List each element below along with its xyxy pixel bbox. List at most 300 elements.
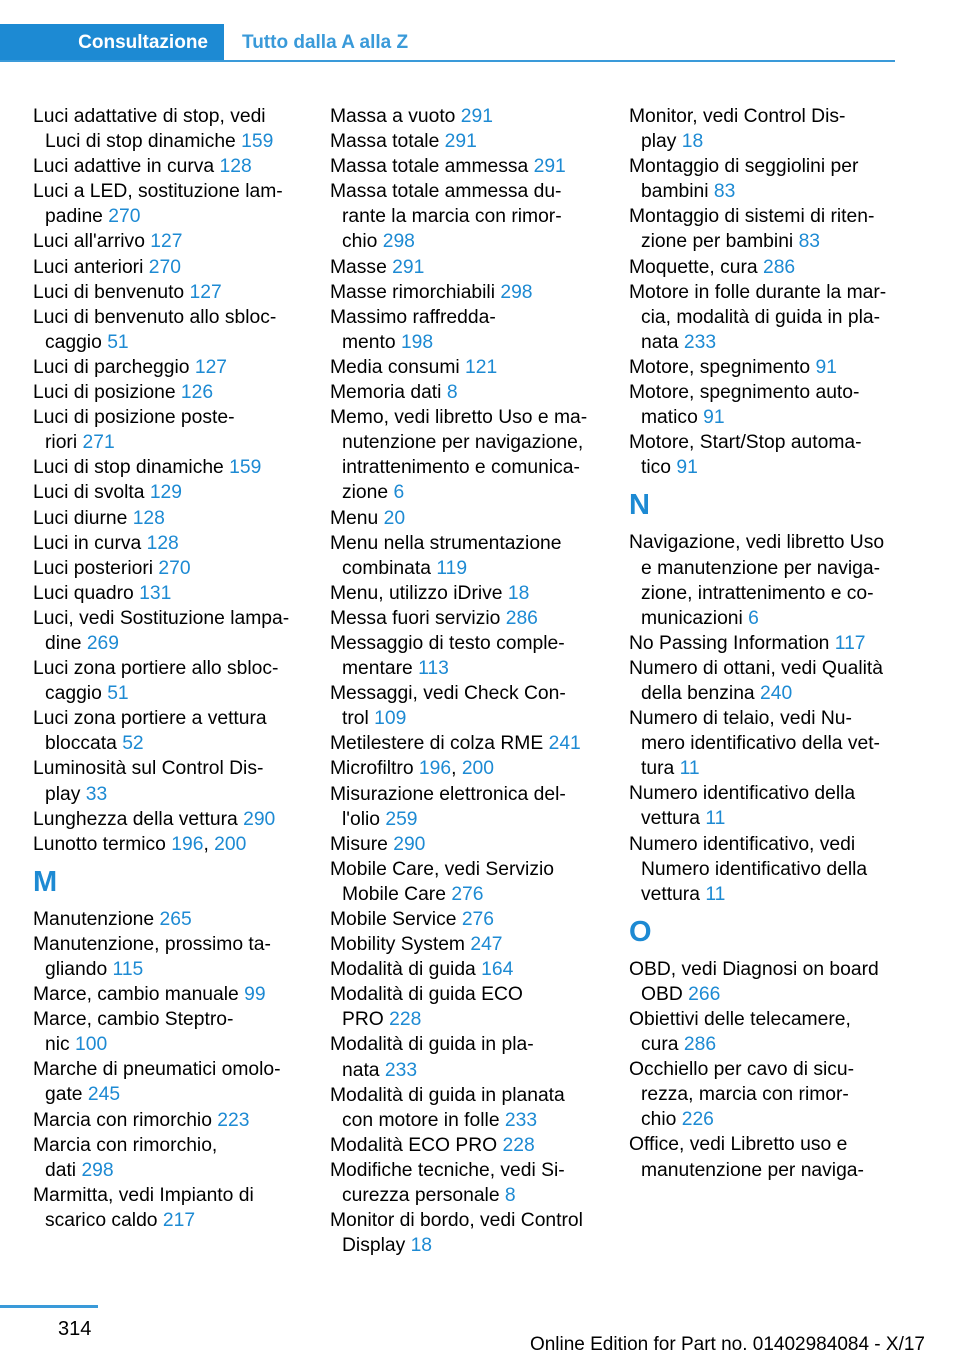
index-entry — [629, 1057, 901, 1132]
index-entry — [33, 179, 305, 229]
index-entry — [629, 631, 901, 656]
section-tab-tutto-dalla-a-alla-z[interactable] — [242, 24, 408, 62]
entry-text: Marce, cambio Steptro- — [33, 1009, 234, 1031]
entry-text: cia, modalità di guida in pla- — [641, 306, 881, 328]
page-reference-link[interactable]: 286 — [762, 256, 796, 278]
page-reference-link[interactable]: 271 — [82, 432, 115, 454]
index-entry — [330, 104, 602, 129]
entry-text: Manutenzione, prossimo ta- — [33, 933, 271, 955]
entry-text: Obiettivi delle telecamere, — [629, 1009, 851, 1030]
page-reference-link[interactable]: 298 — [500, 281, 533, 303]
index-entry — [330, 179, 602, 254]
entry-text: Modalità di guida in planata — [330, 1084, 565, 1106]
entry-text: Mobility System — [330, 934, 471, 956]
entry-text: Numero identificativo della — [629, 783, 856, 805]
page-reference-link[interactable]: 83 — [798, 231, 821, 253]
entry-text: vettura — [641, 808, 706, 830]
page-reference-link[interactable]: 259 — [385, 808, 418, 830]
page-reference-link[interactable]: 129 — [149, 482, 182, 504]
index-entry — [33, 480, 305, 505]
entry-text: Moquette, cura — [629, 256, 763, 278]
entry-text: Monitor di bordo, vedi Control — [330, 1210, 583, 1232]
index-entry — [330, 154, 602, 179]
entry-text: rante la marcia con rimor- — [342, 206, 562, 228]
section-tab-consultazione[interactable] — [0, 24, 224, 62]
page-reference-link[interactable]: 127 — [194, 356, 228, 378]
index-entry — [33, 932, 305, 982]
entry-text: gate — [45, 1084, 88, 1106]
entry-text: municazioni — [641, 607, 749, 629]
page-number: 314 — [58, 1318, 92, 1340]
entry-text: Luminosità sul Control Dis- — [33, 758, 264, 780]
entry-text: Masse rimorchiabili — [330, 281, 501, 303]
index-entry — [330, 832, 602, 857]
entry-text: Occhiello per cavo di sicu- — [629, 1059, 855, 1081]
entry-text: Manutenzione — [33, 908, 160, 930]
index-entry — [330, 606, 602, 631]
index-entry — [629, 832, 901, 907]
entry-text: riori — [45, 432, 83, 454]
entry-text: play — [45, 783, 86, 805]
index-entry: Microfiltro 196, 200 — [330, 758, 494, 780]
index-entry — [629, 430, 901, 480]
entry-text: Monitor, vedi Control Dis- — [629, 106, 846, 127]
index-entry — [629, 530, 901, 630]
entry-text: manutenzione per naviga- — [641, 1159, 864, 1181]
page-reference-link[interactable]: 241 — [548, 733, 581, 755]
entry-text: zione per bambini — [641, 231, 799, 253]
page-reference-link[interactable]: 18 — [410, 1235, 433, 1257]
index-entry: Lunotto termico 196, 200 — [33, 833, 247, 855]
entry-text: Marmitta, vedi Impianto di — [33, 1184, 254, 1206]
index-entry — [33, 506, 305, 531]
index-entry — [330, 1032, 602, 1082]
index-entry — [629, 781, 901, 831]
entry-text: play — [641, 131, 682, 153]
page-reference-link[interactable]: 131 — [139, 582, 172, 604]
page-reference-link[interactable]: 6 — [393, 482, 405, 504]
index-entry — [629, 380, 901, 430]
entry-text: Messa fuori servizio — [330, 607, 506, 629]
index-entry — [33, 656, 305, 706]
page-reference-link[interactable]: 33 — [85, 783, 108, 805]
entry-text: mento — [342, 331, 401, 353]
page-reference-link[interactable]: 266 — [688, 983, 721, 1005]
index-entry — [629, 957, 901, 1007]
header-divider — [0, 60, 895, 62]
entry-text: Modalità di guida in pla- — [330, 1034, 534, 1056]
index-entry — [33, 706, 305, 756]
entry-text: Luci a LED, sostituzione lam- — [33, 181, 283, 203]
index-entry — [629, 706, 901, 781]
entry-text: Numero identificativo, vedi — [629, 833, 856, 855]
entry-text: Motore, Start/Stop automa- — [629, 432, 862, 454]
page-reference-link[interactable]: 291 — [444, 131, 477, 153]
page-number-rule — [0, 1305, 98, 1308]
entry-text: Modalità di guida ECO — [330, 984, 523, 1006]
page-reference-link[interactable]: 200 — [214, 833, 247, 855]
index-letter-n: N — [629, 489, 650, 522]
entry-text: Mobile Care — [342, 883, 452, 905]
page-reference-link[interactable]: 51 — [107, 331, 129, 353]
page-reference-link[interactable]: 6 — [748, 607, 759, 629]
page-reference-link[interactable]: 115 — [112, 959, 144, 980]
page-reference-link[interactable]: 276 — [461, 909, 494, 930]
entry-text: No Passing Information — [629, 632, 835, 654]
entry-text: Memoria dati — [330, 382, 447, 404]
entry-text: Luci adattive in curva — [33, 156, 220, 178]
index-entry — [33, 380, 305, 405]
entry-text: nata — [342, 1059, 385, 1081]
index-entry — [330, 129, 602, 154]
index-entry — [33, 455, 305, 480]
index-entry — [33, 355, 305, 380]
entry-text: Luci di benvenuto — [33, 281, 190, 303]
entry-text: trol — [342, 708, 375, 730]
page-reference-link[interactable]: 270 — [158, 557, 191, 579]
entry-text: Luci diurne — [33, 507, 133, 529]
entry-text: Luci, vedi Sostituzione lampa- — [33, 607, 290, 629]
index-entry — [33, 1133, 305, 1183]
page-reference-link[interactable]: 18 — [507, 582, 530, 604]
index-entry — [33, 280, 305, 305]
page-reference-link[interactable]: 233 — [504, 1109, 538, 1131]
page-reference-link[interactable]: 233 — [384, 1059, 418, 1081]
watermark-text — [755, 1336, 940, 1357]
page-reference-link[interactable]: 286 — [683, 1034, 717, 1056]
entry-text: Messaggio di testo comple- — [330, 632, 565, 654]
index-entry — [629, 104, 901, 154]
index-column-2 — [330, 104, 602, 1258]
entry-text: Montaggio di sistemi di riten- — [629, 206, 875, 228]
entry-text: Mobile Service — [330, 909, 462, 930]
entry-text: vettura — [641, 883, 706, 905]
entry-text: Massa totale ammessa du- — [330, 181, 562, 203]
index-entry — [330, 1133, 602, 1158]
page-reference-link[interactable]: 298 — [382, 231, 415, 253]
index-entry — [33, 1183, 305, 1233]
page-reference-link[interactable]: 228 — [502, 1134, 535, 1156]
index-column-3 — [629, 104, 901, 1183]
index-entry — [33, 606, 305, 656]
entry-text: Media consumi — [330, 356, 466, 378]
entry-text: Luci zona portiere a vettura — [33, 708, 267, 730]
entry-text: Luci di svolta — [33, 482, 150, 504]
entry-text: caggio — [45, 331, 108, 353]
entry-text: Marcia con rimorchio — [33, 1109, 218, 1131]
entry-text: Luci all'arrivo — [33, 231, 151, 253]
section-tab-label: Tutto dalla A alla Z — [242, 32, 409, 53]
entry-text: OBD, vedi Diagnosi on board — [629, 958, 879, 980]
entry-text: Motore, spegnimento — [629, 356, 816, 378]
index-entry — [629, 1132, 901, 1182]
entry-text: Massa a vuoto — [330, 106, 461, 127]
page-reference-link[interactable]: 270 — [108, 206, 141, 228]
page-reference-link[interactable]: 159 — [241, 131, 274, 153]
index-entry — [629, 255, 901, 280]
page-reference-link[interactable]: 298 — [81, 1159, 114, 1181]
index-entry — [33, 907, 305, 932]
page-reference-link[interactable]: 196 — [171, 833, 204, 855]
page-reference-link[interactable]: 8 — [504, 1185, 516, 1207]
page-reference-link[interactable]: 223 — [217, 1109, 250, 1131]
entry-text: Navigazione, vedi libretto Uso — [629, 532, 885, 554]
entry-text: Numero di telaio, vedi Nu- — [629, 708, 852, 730]
index-entry — [330, 907, 602, 932]
index-column-1 — [33, 104, 305, 1233]
entry-text: Marcia con rimorchio, — [33, 1134, 218, 1156]
index-entry — [330, 380, 602, 405]
entry-text: Numero di ottani, vedi Qualità — [629, 657, 883, 679]
page-reference-link[interactable]: 8 — [446, 382, 458, 404]
page-reference-link[interactable]: 265 — [159, 908, 192, 930]
index-entry — [33, 807, 305, 832]
entry-text: Motore, spegnimento auto- — [629, 382, 860, 404]
page-reference-link[interactable]: 128 — [146, 532, 179, 554]
index-entry — [629, 280, 901, 355]
index-entry — [330, 731, 602, 756]
entry-text: Messaggi, vedi Check Con- — [330, 683, 566, 705]
page-reference-link[interactable]: 286 — [505, 607, 538, 629]
page-reference-link[interactable]: 164 — [481, 959, 514, 981]
entry-text: Motore in folle durante la mar- — [629, 281, 887, 303]
page-reference-link[interactable]: 290 — [393, 833, 426, 855]
index-entry — [33, 531, 305, 556]
page-reference-link[interactable]: 52 — [122, 733, 144, 755]
page-reference-link[interactable]: 121 — [465, 356, 498, 378]
entry-text: Mobile Care, vedi Servizio — [330, 858, 554, 880]
page-reference-link[interactable]: 127 — [189, 281, 222, 303]
entry-text: gliando — [45, 959, 113, 980]
page-reference-link[interactable]: 126 — [180, 382, 214, 404]
page-reference-link[interactable]: 127 — [150, 231, 183, 253]
page-reference-link[interactable]: 217 — [162, 1209, 196, 1231]
index-entry — [33, 581, 305, 606]
edition-text: Online Edition for Part no. 01402984084 - X/17 — [529, 1334, 925, 1355]
entry-text: Modalità di guida — [330, 959, 482, 981]
entry-text: Luci quadro — [33, 582, 140, 604]
entry-text: Menu, utilizzo iDrive — [330, 582, 508, 604]
index-entry — [33, 982, 305, 1007]
page-reference-link[interactable]: 20 — [383, 507, 406, 529]
page-reference-link[interactable]: 233 — [683, 331, 717, 353]
page-reference-link[interactable]: 11 — [705, 883, 726, 905]
entry-text: combinata — [342, 557, 437, 579]
entry-text: zione — [342, 482, 394, 504]
entry-text: Luci di stop dinamiche — [45, 131, 242, 153]
entry-text: Office, vedi Libretto uso e — [629, 1134, 848, 1156]
section-tab-label: Consultazione — [78, 32, 208, 53]
entry-text: OBD — [641, 983, 689, 1005]
index-entry — [33, 154, 305, 179]
page-reference-link[interactable]: 276 — [451, 883, 484, 905]
index-entry — [330, 782, 602, 832]
entry-text: Montaggio di seggiolini per — [629, 156, 859, 178]
page-reference-link[interactable]: 128 — [219, 156, 252, 178]
entry-text: Modalità ECO PRO — [330, 1134, 503, 1156]
page-reference-link[interactable]: 18 — [681, 131, 704, 153]
page-reference-link[interactable]: 290 — [243, 808, 276, 830]
entry-text: bloccata — [45, 733, 123, 755]
entry-text: l'olio — [342, 808, 386, 830]
index-entry — [330, 681, 602, 731]
entry-text: padine — [45, 206, 109, 228]
entry-text: Lunghezza della vettura — [33, 808, 244, 830]
entry-text: Massa totale — [330, 131, 445, 153]
entry-text: Menu nella strumentazione — [330, 532, 562, 554]
entry-text: Massa totale ammessa — [330, 156, 534, 178]
index-entry — [330, 305, 602, 355]
page-reference-link[interactable]: 269 — [86, 632, 119, 654]
entry-text: dine — [45, 632, 87, 654]
entry-text: e manutenzione per naviga- — [641, 557, 881, 579]
index-entry — [330, 857, 602, 907]
entry-text: Luci posteriori — [33, 557, 159, 579]
index-entry — [629, 355, 901, 380]
index-entry — [330, 932, 602, 957]
entry-text: nic — [45, 1034, 76, 1056]
index-letter-m: M — [33, 865, 58, 898]
entry-text: Luci di stop dinamiche — [33, 457, 230, 479]
page-reference-link[interactable]: 117 — [834, 632, 866, 654]
index-entry — [33, 104, 305, 154]
page-reference-link[interactable]: 291 — [460, 106, 493, 127]
entry-text: Misure — [330, 833, 394, 855]
index-entry — [330, 531, 602, 581]
page-reference-link[interactable]: 291 — [392, 256, 425, 278]
entry-text: Masse — [330, 256, 393, 278]
page-reference-link[interactable]: 196 — [418, 758, 452, 780]
index-entry — [629, 154, 901, 204]
entry-text: Luci di parcheggio — [33, 356, 195, 378]
entry-text: zione, intrattenimento e co- — [641, 582, 874, 604]
entry-text: matico — [641, 407, 704, 429]
entry-text: nata — [641, 331, 684, 353]
index-entry — [33, 255, 305, 280]
page-reference-link[interactable]: 99 — [244, 984, 266, 1006]
index-entry — [330, 506, 602, 531]
page-reference-link[interactable]: 226 — [681, 1109, 714, 1131]
entry-text: Memo, vedi libretto Uso e ma- — [330, 407, 588, 429]
entry-text: Luci di posizione — [33, 382, 181, 404]
page-reference-link[interactable]: 109 — [374, 708, 407, 730]
entry-text: intrattenimento e comunica- — [342, 457, 580, 479]
entry-text: Luci di posizione poste- — [33, 407, 235, 429]
page-reference-link[interactable]: 270 — [148, 256, 181, 278]
entry-text: Numero identificativo della — [641, 858, 868, 880]
page-reference-link[interactable]: 91 — [676, 457, 698, 479]
entry-text: Display — [342, 1235, 411, 1257]
index-entry — [33, 1057, 305, 1107]
page-reference-link[interactable]: 159 — [229, 457, 262, 479]
entry-text: curezza personale — [342, 1185, 505, 1207]
entry-text: Microfiltro — [330, 758, 419, 780]
entry-text: caggio — [45, 683, 108, 705]
index-entry — [33, 305, 305, 355]
index-letter-o: O — [629, 915, 652, 948]
index-entry — [33, 1007, 305, 1057]
index-entry — [330, 255, 602, 280]
page-reference-link[interactable]: 91 — [815, 356, 837, 378]
index-entry — [33, 229, 305, 254]
page-reference-link[interactable]: 128 — [132, 507, 165, 529]
index-entry — [330, 1158, 602, 1208]
entry-text: Metilestere di colza RME — [330, 733, 549, 755]
page-reference-link[interactable]: 11 — [705, 808, 726, 830]
page-reference-link[interactable]: 83 — [713, 181, 736, 203]
page-reference-link[interactable]: 113 — [418, 658, 449, 680]
entry-text: Marce, cambio manuale — [33, 984, 245, 1006]
index-entry — [33, 405, 305, 455]
entry-text: Misurazione elettronica del- — [330, 783, 566, 805]
index-entry — [330, 982, 602, 1032]
page-reference-link[interactable]: 198 — [400, 331, 434, 353]
page-reference-link[interactable]: 119 — [436, 557, 468, 579]
index-entry — [330, 1208, 602, 1258]
entry-text: Menu — [330, 507, 384, 529]
entry-text: nutenzione per navigazione, — [342, 432, 584, 454]
index-entry — [330, 581, 602, 606]
entry-text: mero identificativo della vet- — [641, 733, 880, 755]
index-entry — [330, 355, 602, 380]
page-reference-link[interactable]: 11 — [679, 758, 700, 780]
index-entry — [330, 957, 602, 982]
index-entry — [330, 280, 602, 305]
entry-text: cura — [641, 1034, 684, 1056]
page-reference-link[interactable]: 240 — [760, 682, 793, 704]
index-entry — [629, 1007, 901, 1057]
entry-text: Luci di benvenuto allo sbloc- — [33, 306, 277, 328]
entry-text: Luci adattative di stop, vedi — [33, 106, 266, 127]
entry-text: Luci anteriori — [33, 256, 149, 278]
entry-text: tura — [641, 758, 680, 780]
entry-text: Marche di pneumatici omolo- — [33, 1059, 281, 1081]
index-entry — [33, 1108, 305, 1133]
index-entry — [330, 1083, 602, 1133]
entry-text: Luci in curva — [33, 532, 147, 554]
entry-text: mentare — [342, 658, 419, 680]
page-reference-link[interactable]: 291 — [533, 156, 566, 178]
index-entry — [33, 556, 305, 581]
entry-text: tico — [641, 457, 677, 479]
page-reference-link[interactable]: 228 — [389, 1009, 422, 1031]
index-entry — [330, 631, 602, 681]
index-entry — [629, 204, 901, 254]
index-entry — [629, 656, 901, 706]
entry-text: con motore in folle — [342, 1109, 505, 1131]
entry-text: bambini — [641, 181, 714, 203]
page-reference-link[interactable]: 245 — [87, 1084, 121, 1106]
page-reference-link[interactable]: 247 — [470, 934, 503, 956]
page-reference-link[interactable]: 100 — [75, 1034, 108, 1056]
index-entry — [33, 756, 305, 806]
entry-text: Lunotto termico — [33, 833, 172, 855]
entry-text: Massimo raffredda- — [330, 306, 496, 328]
index-entry — [330, 405, 602, 505]
entry-text: scarico caldo — [45, 1209, 163, 1231]
entry-text: chio — [641, 1109, 682, 1131]
entry-text: PRO — [342, 1009, 390, 1031]
page-reference-link[interactable]: 200 — [461, 758, 494, 780]
entry-text: Luci zona portiere allo sbloc- — [33, 658, 279, 680]
page-reference-link[interactable]: 51 — [107, 683, 129, 705]
entry-text: rezza, marcia con rimor- — [641, 1084, 849, 1106]
entry-text: della benzina — [641, 682, 760, 704]
page-reference-link[interactable]: 91 — [703, 407, 725, 429]
entry-text: dati — [45, 1159, 82, 1181]
entry-text: Modifiche tecniche, vedi Si- — [330, 1159, 565, 1181]
entry-text: chio — [342, 231, 383, 253]
